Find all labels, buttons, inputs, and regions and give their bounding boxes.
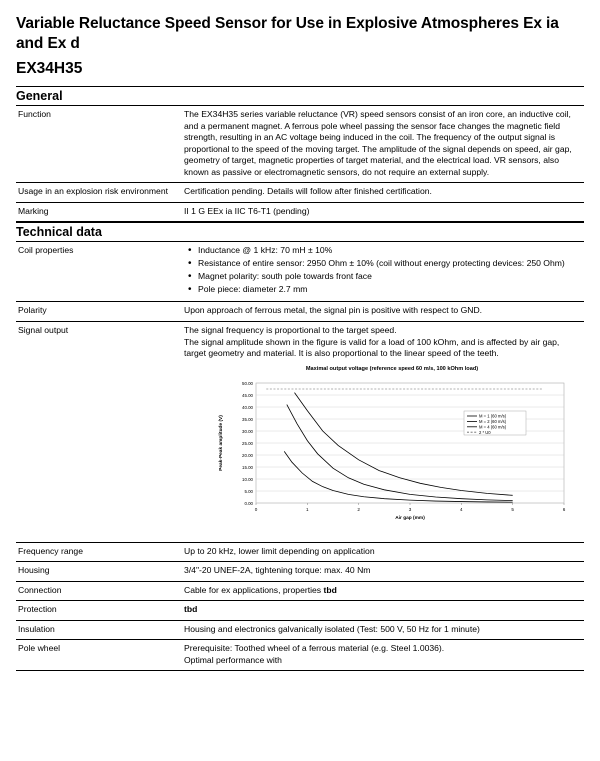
row-label: Coil properties (16, 242, 182, 302)
svg-text:M = 4 (60 m/s): M = 4 (60 m/s) (479, 424, 507, 430)
table-row (16, 640, 584, 671)
protection-tbd: tbd (184, 604, 198, 615)
svg-text:3: 3 (408, 507, 412, 513)
connection-tbd: tbd (323, 584, 337, 595)
row-label: Polarity (16, 302, 182, 322)
section-heading-general: General (16, 86, 584, 106)
signal-output-line-1: The signal frequency is proportional to the target speed. (184, 324, 397, 335)
svg-text:6: 6 (562, 507, 566, 513)
svg-text:0: 0 (254, 507, 258, 513)
table-row (16, 202, 584, 222)
svg-text:25.00: 25.00 (242, 441, 253, 447)
table-row (16, 183, 584, 203)
chart-canvas (212, 375, 572, 533)
row-value (182, 581, 584, 601)
svg-text:5: 5 (511, 507, 514, 513)
page-title: Variable Reluctance Speed Sensor for Use in Explosive Atmospheres Ex ia and Ex d (16, 15, 559, 53)
svg-text:35.00: 35.00 (242, 417, 253, 423)
table-row (16, 542, 584, 562)
table-row (16, 242, 584, 302)
signal-output-line-2: The signal amplitude shown in the figure is valid for a load of 100 kOhm, and is affected by air gap, target geometry and material. It is also proportional to the linear speed of the teeth. (184, 336, 560, 359)
row-value (182, 242, 584, 302)
svg-text:Peak-Peak amplitude (V): Peak-Peak amplitude (V) (219, 415, 224, 471)
svg-text:45.00: 45.00 (242, 393, 253, 399)
connection-text: Cable for ex applications, properties (184, 584, 324, 595)
svg-text:10.00: 10.00 (242, 477, 253, 483)
row-label: Function (16, 106, 182, 183)
table-row (16, 562, 584, 582)
table-row (16, 581, 584, 601)
row-value: Housing and electronics galvanically isolated (Test: 500 V, 50 Hz for 1 minute) (182, 620, 584, 640)
row-label: Connection (16, 581, 182, 601)
coil-properties-list (184, 245, 580, 296)
svg-text:0.00: 0.00 (244, 501, 253, 507)
row-label: Signal output (16, 321, 182, 542)
output-voltage-chart (212, 366, 572, 538)
section-heading-technical: Technical data (16, 222, 584, 242)
table-row (16, 106, 584, 183)
svg-text:40.00: 40.00 (242, 405, 253, 411)
row-label: Pole wheel (16, 640, 182, 671)
row-label: Frequency range (16, 542, 182, 562)
pole-wheel-line-2: Optimal performance with (184, 654, 282, 665)
svg-text:2: 2 (357, 507, 360, 513)
list-item: • Inductance @ 1 kHz: 70 mH ± 10% (198, 245, 580, 257)
svg-text:20.00: 20.00 (242, 453, 253, 459)
list-item: • Pole piece: diameter 2.7 mm (198, 284, 580, 296)
row-label: Insulation (16, 620, 182, 640)
table-row (16, 620, 584, 640)
row-value: Up to 20 kHz, lower limit depending on application (182, 542, 584, 562)
list-item: • Magnet polarity: south pole towards front face (198, 271, 580, 283)
table-row (16, 601, 584, 621)
row-label: Housing (16, 562, 182, 582)
svg-text:Air gap (mm): Air gap (mm) (395, 516, 425, 522)
svg-text:M = 2 (60 m/s): M = 2 (60 m/s) (479, 419, 507, 425)
svg-text:M = 1 (60 m/s): M = 1 (60 m/s) (479, 413, 507, 419)
svg-text:5.00: 5.00 (244, 489, 253, 495)
pole-wheel-line-1: Prerequisite: Toothed wheel of a ferrous material (e.g. Steel 1.0036). (184, 643, 445, 654)
general-table (16, 106, 584, 222)
svg-text:15.00: 15.00 (242, 465, 253, 471)
row-value: Upon approach of ferrous metal, the signal pin is positive with respect to GND. (182, 302, 584, 322)
row-value: The EX34H35 series variable reluctance (VR) speed sensors consist of an iron core, an inductive coil, and a permanent magnet. A ferrous pole wheel passing the sensor face changes the magnetic field strength, resulting in an AC voltage being induced in the coil. The frequency of the output signal is proportional to the speed of the moving target. The amplitude of the signal depends on speed, air gap, geometry of target, magnetic properties of target material, and the electrical load. VR sensors, also known as passive or electromagnetic sensors, do not require an external supply. (182, 106, 584, 183)
row-value: 3/4"-20 UNEF-2A, tightening torque: max. 40 Nm (182, 562, 584, 582)
row-label: Usage in an explosion risk environment (16, 183, 182, 203)
svg-text:2 * U0: 2 * U0 (479, 429, 491, 435)
svg-text:1: 1 (306, 507, 309, 513)
chart-title: Maximal output voltage (reference speed 60 m/s, 100 kOhm load) (305, 365, 479, 372)
svg-text:50.00: 50.00 (242, 381, 253, 387)
row-label: Protection (16, 601, 182, 621)
svg-text:30.00: 30.00 (242, 429, 253, 435)
technical-table (16, 242, 584, 671)
table-row (16, 302, 584, 322)
svg-text:4: 4 (460, 507, 463, 513)
table-row (16, 321, 584, 542)
row-value (182, 601, 584, 621)
row-value (182, 321, 584, 542)
row-value: Certification pending. Details will follow after finished certification. (182, 183, 584, 203)
list-item: • Resistance of entire sensor: 2950 Ohm ± 10% (coil without energy protecting devices: 250 Ohm) (198, 258, 580, 270)
row-value (182, 640, 584, 671)
row-value: II 1 G EEx ia IIC T6-T1 (pending) (182, 202, 584, 222)
row-label: Marking (16, 202, 182, 222)
model-number: EX34H35 (16, 60, 83, 78)
